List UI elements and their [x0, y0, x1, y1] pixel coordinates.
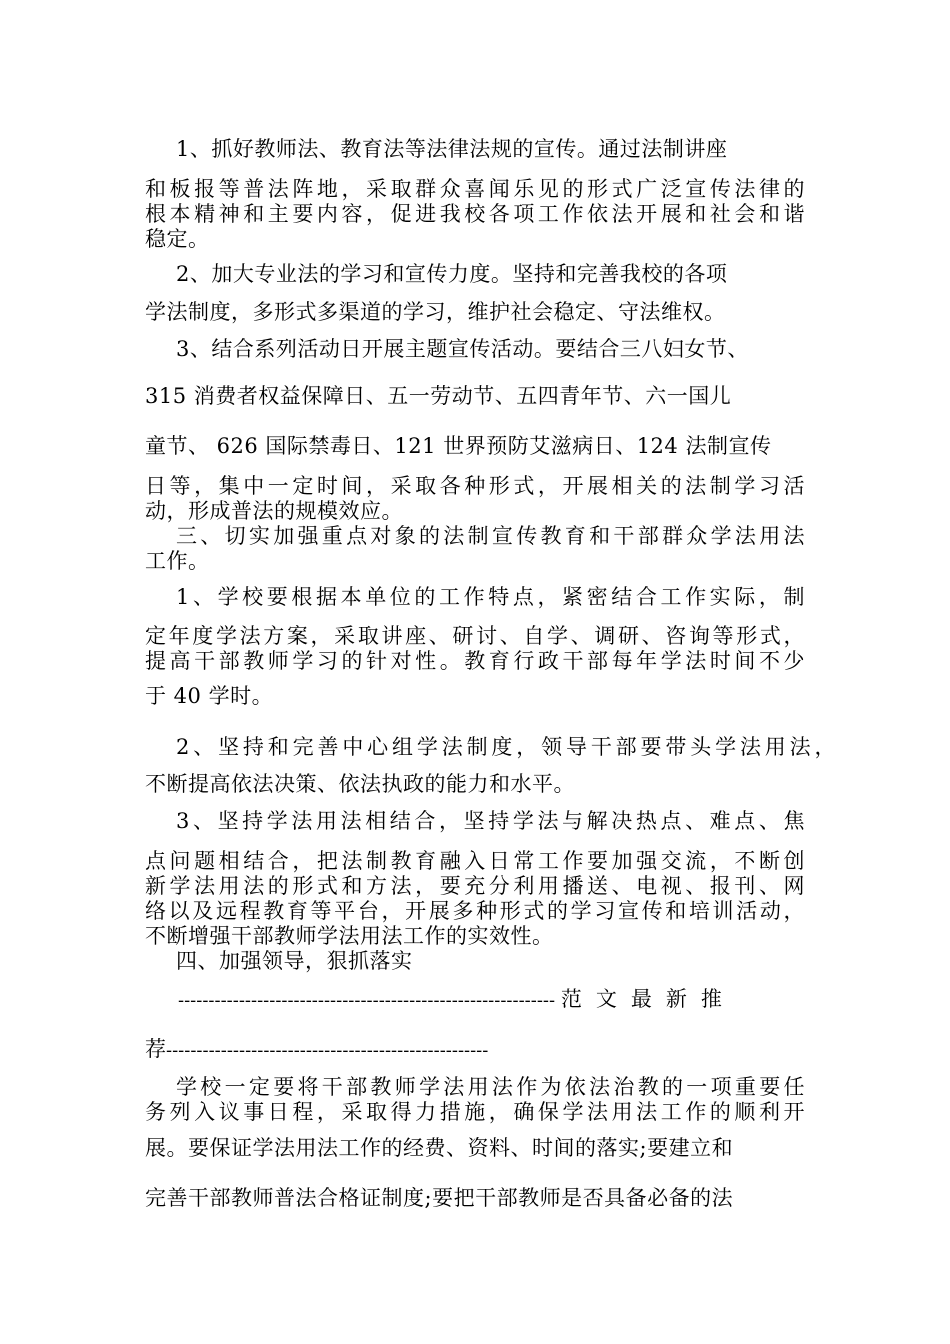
- paragraph-line: 学校一定要将干部教师学法用法作为依法治教的一项重要任: [176, 1075, 805, 1099]
- recommend-divider: [178, 985, 736, 1015]
- recommend-divider-end: [145, 1035, 488, 1065]
- divider-dashes: --------------------------------------------------------------: [178, 990, 556, 1011]
- section-heading: 三、切实加强重点对象的法制宣传教育和干部群众学法用法: [176, 524, 805, 548]
- paragraph-line: 完善干部教师普法合格证制度;要把干部教师是否具备必备的法: [145, 1186, 734, 1210]
- paragraph-line: 新学法用法的形式和方法，要充分利用播送、电视、报刊、网: [145, 874, 805, 898]
- paragraph-line: 不断提高依法决策、依法执政的能力和水平。: [145, 772, 575, 796]
- paragraph-line: 动，形成普法的规模效应。: [145, 499, 403, 523]
- paragraph-line: 1、抓好教师法、教育法等法律法规的宣传。通过法制讲座: [176, 137, 728, 161]
- paragraph-line: 日等，集中一定时间，采取各种形式，开展相关的法制学习活: [145, 474, 805, 498]
- paragraph-line: 于 40 学时。: [145, 684, 274, 708]
- paragraph-line: 务列入议事日程，采取得力措施，确保学法用法工作的顺利开: [145, 1100, 805, 1124]
- divider-dashes: -----------------------------------------------------: [166, 1040, 489, 1061]
- paragraph-line: 2、坚持和完善中心组学法制度，领导干部要带头学法用法，: [176, 735, 836, 759]
- paragraph-line: 定年度学法方案，采取讲座、研讨、自学、调研、咨询等形式，: [145, 624, 805, 648]
- paragraph-line: 学法制度，多形式多渠道的学习，维护社会稳定、守法维权。: [145, 300, 726, 324]
- divider-label-end: 荐: [145, 1037, 166, 1061]
- section-heading: 工作。: [145, 549, 210, 573]
- section-heading: 四、加强领导，狠抓落实: [176, 949, 413, 973]
- paragraph-line: 3、坚持学法用法相结合，坚持学法与解决热点、难点、焦: [176, 809, 805, 833]
- paragraph-line: 童节、 626 国际禁毒日、121 世界预防艾滋病日、124 法制宣传: [145, 434, 772, 458]
- paragraph-line: 点问题相结合，把法制教育融入日常工作要加强交流，不断创: [145, 849, 805, 873]
- paragraph-line: 不断增强干部教师学法用法工作的实效性。: [145, 924, 554, 948]
- paragraph-line: 3、结合系列活动日开展主题宣传活动。要结合三八妇女节、: [176, 337, 749, 361]
- divider-label: 范文最新推: [560, 987, 736, 1011]
- paragraph-line: 和板报等普法阵地，采取群众喜闻乐见的形式广泛宣传法律的: [145, 177, 805, 201]
- paragraph-line: 315 消费者权益保障日、五一劳动节、五四青年节、六一国儿: [145, 384, 732, 408]
- paragraph-line: 1、学校要根据本单位的工作特点，紧密结合工作实际，制: [176, 585, 805, 609]
- paragraph-line: 2、加大专业法的学习和宣传力度。坚持和完善我校的各项: [176, 262, 728, 286]
- paragraph-line: 络以及远程教育等平台，开展多种形式的学习宣传和培训活动，: [145, 899, 805, 923]
- paragraph-line: 根本精神和主要内容，促进我校各项工作依法开展和社会和谐: [145, 202, 805, 226]
- paragraph-line: 提高干部教师学习的针对性。教育行政干部每年学法时间不少: [145, 649, 805, 673]
- paragraph-line: 稳定。: [145, 227, 210, 251]
- paragraph-line: 展。要保证学法用法工作的经费、资料、时间的落实;要建立和: [145, 1136, 734, 1160]
